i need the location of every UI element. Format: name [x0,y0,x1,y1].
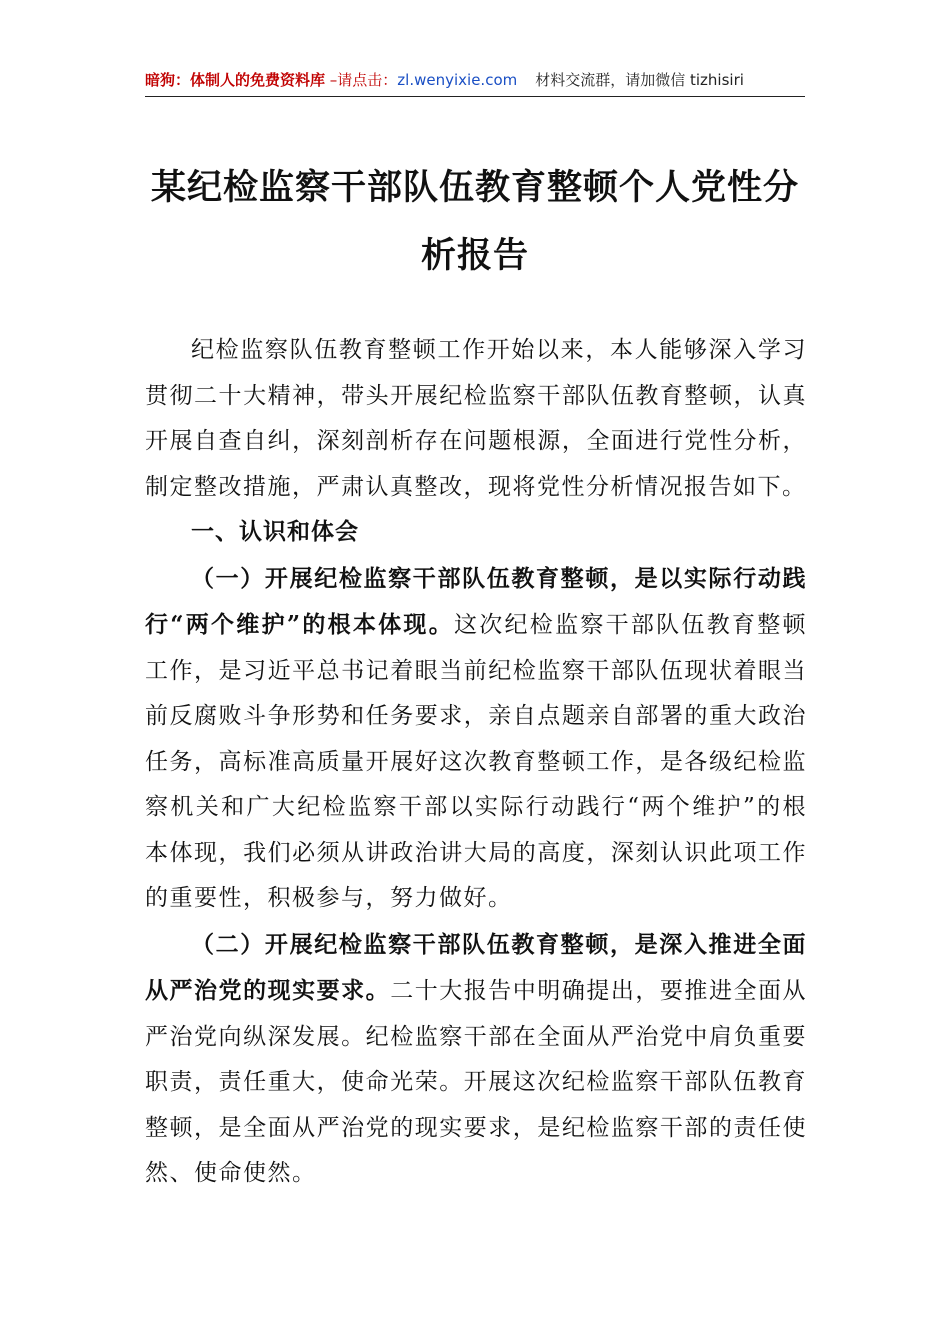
header-brand: 暗狗：体制人的免费资料库 [145,71,326,89]
document-body [145,328,807,1197]
point-two-lead: （二）开展纪检监察干部队伍教育整顿，是深入推进全面从严治党的现实要求。 [145,930,807,1004]
point-two-paragraph [145,922,807,1197]
document-title-line2: 析报告 [420,235,529,276]
intro-paragraph: 纪检监察队伍教育整顿工作开始以来，本人能够深入学习贯彻二十大精神，带头开展纪检监察干部队伍教育整顿，认真开展自查自纠，深刻剖析存在问题根源，全面进行党性分析，制定整改措施，严肃认真整改，现将党性分析情况报告如下。 [145,337,807,500]
header-prompt: –请点击： [325,71,398,89]
section-heading: 一、认识和体会 [191,519,359,545]
document-title-line1: 某纪检监察干部队伍教育整顿个人党性分 [150,167,799,208]
point-one-paragraph [145,556,807,922]
header-url-link[interactable]: zl.wenyixie.com [397,71,518,89]
header-contact: 材料交流群，请加微信 tizhisiri [535,71,744,89]
page-header [145,66,805,97]
point-two-body: 二十大报告中明确提出，要推进全面从严治党向纵深发展。纪检监察干部在全面从严治党中肩负重要职责，责任重大，使命光荣。开展这次纪检监察干部队伍教育整顿，是全面从严治党的现实要求，是纪检监察干部的责任使然、使命使然。 [145,978,808,1186]
point-one-lead: （一）开展纪检监察干部队伍教育整顿，是以实际行动践行“两个维护”的根本体现。 [145,564,807,638]
point-one-body: 这次纪检监察干部队伍教育整顿工作，是习近平总书记着眼当前纪检监察干部队伍现状着眼当前反腐败斗争形势和任务要求，亲自点题亲自部署的重大政治任务，高标准高质量开展好这次教育整顿工作，是各级纪检监察机关和广大纪检监察干部以实际行动践行“两个维护”的根本体现，我们必须从讲政治讲大局的高度，深刻认识此项工作的重要性，积极参与，努力做好。 [145,612,807,911]
